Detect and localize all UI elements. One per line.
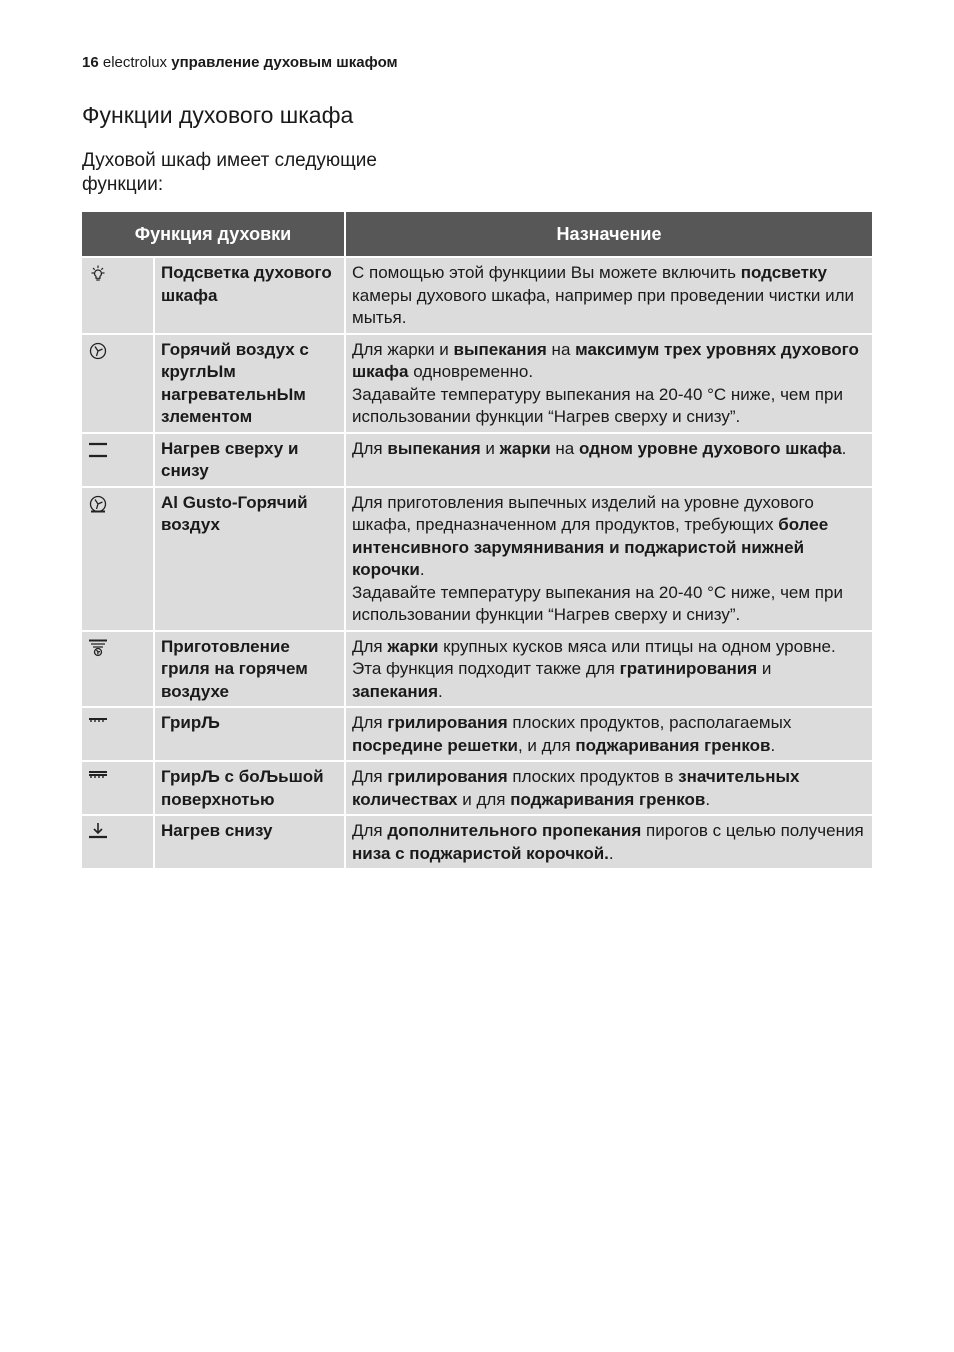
description-text: и для [457, 789, 511, 809]
function-name: Подсветка духового шкафа [153, 256, 344, 333]
description-text: Для [352, 438, 388, 458]
description-emphasis: значительных количествах [352, 767, 800, 809]
description-text: С помощью этой функциии Вы можете включить [352, 263, 741, 282]
description-emphasis: жарки [387, 636, 439, 656]
description-emphasis: выпекания [387, 438, 481, 458]
table-row [82, 706, 872, 760]
function-description [344, 760, 872, 814]
oven-functions-table [82, 212, 872, 868]
description-emphasis: гратинирования [619, 659, 758, 678]
description-text: Задавайте температуру выпекания на 20-40 °C ниже, чем при использовании функции “Нагрев сверху и снизу”. [352, 582, 843, 624]
top-bottom-heat-icon [88, 440, 108, 460]
description-emphasis: поджаривания гренков [575, 735, 771, 755]
description-text: Для [352, 821, 388, 840]
function-name: ГрирЉ [153, 706, 344, 760]
function-name: Горячий воздух с круглЫм нагревательнЫм злементом [153, 333, 344, 432]
description-text: . [438, 681, 443, 701]
function-icon-cell [82, 486, 153, 630]
brand-name: electrolux [102, 54, 168, 71]
description-emphasis: жарки [499, 438, 551, 458]
description-emphasis: максимум трех уровнях духового шкафа [352, 339, 859, 381]
table-row [82, 814, 872, 868]
function-description [344, 706, 872, 760]
description-emphasis: дополнительного пропекания [387, 821, 642, 840]
running-header [82, 54, 398, 71]
function-icon-cell [82, 256, 153, 333]
description-text: . [770, 735, 776, 755]
description-text: Для [352, 636, 388, 656]
description-text: плоских продуктов в [507, 767, 679, 786]
intro-text: Духовой шкаф имеет следующие функции: [82, 150, 377, 195]
description-text: одновременно. [408, 362, 534, 381]
turbo-grill-icon [88, 638, 108, 658]
column-header-function: Функция духовки [82, 212, 344, 256]
description-emphasis: более интенсивного зарумянивания и поджаристой нижней корочки [352, 515, 829, 579]
description-text: . [841, 438, 847, 458]
function-icon-cell [82, 333, 153, 432]
function-name: Приготовление гриля на горячем воздухе [153, 630, 344, 707]
table-row [82, 486, 872, 630]
function-description [344, 432, 872, 486]
description-text: плоских продуктов, располагаемых [507, 713, 792, 732]
function-name: Al Gusto-Горячий воздух [153, 486, 344, 630]
function-icon-cell [82, 760, 153, 814]
description-text: . [705, 789, 711, 809]
description-text: . [608, 843, 614, 863]
fan-icon [88, 341, 108, 361]
description-emphasis: посредине решетки [352, 735, 518, 755]
description-emphasis: поджаривания гренков [510, 789, 706, 809]
function-icon-cell [82, 814, 153, 868]
description-emphasis: выпекания [453, 339, 547, 359]
function-icon-cell [82, 630, 153, 707]
grill-icon [88, 714, 108, 734]
section-title: управление духовым шкафом [171, 54, 398, 71]
al-gusto-fan-icon [88, 494, 108, 514]
table-row [82, 432, 872, 486]
function-description [344, 333, 872, 432]
description-text: Для жарки и [352, 339, 454, 359]
description-emphasis: грилирования [387, 767, 508, 786]
description-emphasis: подсветку [740, 263, 827, 282]
lamp-icon [88, 264, 108, 284]
function-name: ГрирЉ с боЉьшой поверхнотью [153, 760, 344, 814]
table-header-row [82, 212, 872, 256]
table-row [82, 333, 872, 432]
function-description [344, 630, 872, 707]
table-row [82, 630, 872, 707]
full-grill-icon [88, 768, 108, 788]
description-emphasis: одном уровне духового шкафа [578, 438, 842, 458]
description-emphasis: грилирования [387, 713, 508, 732]
description-text: . [419, 560, 425, 579]
column-header-purpose: Назначение [344, 212, 872, 256]
description-text: пирогов с целью получения [641, 821, 864, 840]
description-text: на [546, 339, 576, 359]
description-text: Для [352, 713, 388, 732]
function-icon-cell [82, 706, 153, 760]
description-text: крупных кусков мяса или птицы на одном уровне. Эта функция подходит также для [352, 636, 836, 678]
description-text: Для приготовления выпечных изделий на уровне духового шкафа, предназначенном для продуктов, требующих [352, 492, 814, 534]
function-description [344, 486, 872, 630]
function-name: Нагрев сверху и снизу [153, 432, 344, 486]
table-row [82, 256, 872, 333]
page-title: Функции духового шкафа [82, 102, 354, 128]
function-icon-cell [82, 432, 153, 486]
function-description [344, 256, 872, 333]
description-text: Для [352, 767, 388, 786]
function-name: Нагрев снизу [153, 814, 344, 868]
description-text: на [550, 438, 579, 458]
bottom-heat-icon [88, 822, 108, 842]
description-text: и [757, 659, 772, 678]
description-emphasis: низа с поджаристой корочкой. [352, 843, 609, 863]
function-description [344, 814, 872, 868]
page-number: 16 [82, 54, 99, 71]
description-text: , и для [517, 735, 576, 755]
description-emphasis: запекания [352, 681, 439, 701]
table-row [82, 760, 872, 814]
description-text: камеры духового шкафа, например при проведении чистки или мытья. [352, 285, 854, 327]
description-text: Задавайте температуру выпекания на 20-40 °C ниже, чем при использовании функции “Нагрев сверху и снизу”. [352, 384, 843, 426]
description-text: и [480, 438, 500, 458]
